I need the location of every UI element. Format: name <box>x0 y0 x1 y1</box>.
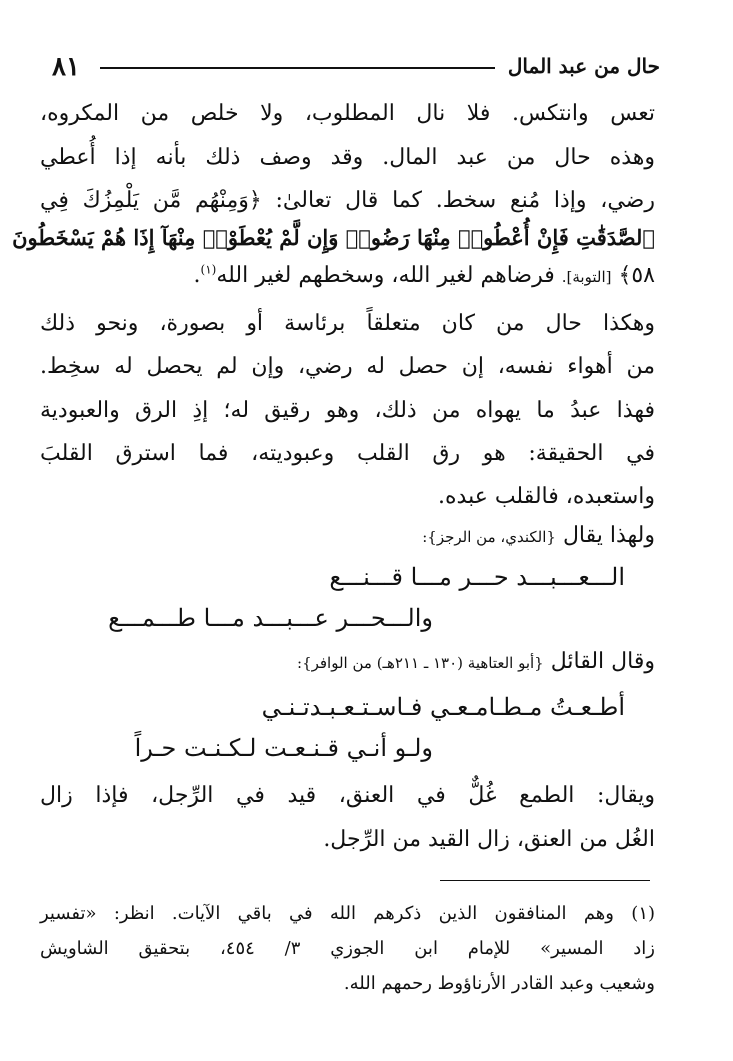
body-text: فرضاهم لغير الله، وسخطهم لغير الله <box>216 263 555 288</box>
poem-verse: الـــعـــبـــد حـــر مـــا قـــنـــع <box>329 563 625 591</box>
poem-verse: والـــحـــر عـــبـــد مـــا طـــمـــع <box>108 604 433 632</box>
body-line: من أهواء نفسه، إن حصل له رضي، وإن لم يحصل له سخِط. <box>40 354 655 379</box>
body-line: واستعبده، فالقلب عبده. <box>438 484 655 509</box>
body-line: وهكذا حال من كان متعلقاً برئاسة أو بصورة، ونحو ذلك <box>40 311 655 336</box>
poem-intro-text: وقال القائل <box>550 649 655 674</box>
body-line: في الحقيقة: هو رق القلب وعبوديته، فما استرق القلبَ <box>40 441 655 466</box>
body-line: ٥٨﴾ [التوبة]. فرضاهم لغير الله، وسخطهم لغير الله$^{(١)}$. <box>193 262 655 288</box>
page-header <box>52 50 660 86</box>
poem-intro-text: ولهذا يقال <box>562 523 655 548</box>
poem-verse: ولـو أنـي قـنـعـت لـكـنـت حـراً <box>134 734 433 762</box>
footnote-line: زاد المسير» للإمام ابن الجوزي ٣/ ٤٥٤، بتحقيق الشاويش <box>40 938 655 959</box>
footnote-marker: (١) <box>200 262 217 277</box>
page-number: ٨١ <box>52 52 80 82</box>
body-line: تعس وانتكس. فلا نال المطلوب، ولا خلص من المكروه، <box>40 101 655 126</box>
header-rule <box>100 67 495 69</box>
running-title: حال من عبد المال <box>507 54 660 78</box>
footnote-line: (١) وهم المنافقون الذين ذكرهم الله في باقي الآيات. انظر: «تفسير <box>40 903 656 924</box>
poem-intro <box>422 522 655 550</box>
footnote-separator <box>440 880 650 881</box>
poem-verse: أطـعـتُ مـطـامـعـي فـاسـتـعـبـدتـنـي <box>261 693 625 721</box>
poem-attribution: {الكندي، من الرجز}: <box>422 528 556 546</box>
body-line: رضي، وإذا مُنع سخط. كما قال تعالىٰ: ﴿وَمِنْهُم مَّن يَلْمِزُكَ فِي <box>40 188 655 213</box>
body-line: الغُل من العنق، زال القيد من الرِّجل. <box>323 827 655 852</box>
surah-reference: [التوبة]. <box>561 268 612 286</box>
body-line: ويقال: الطمع غُلٌّ في العنق، قيد في الرِّجل، فإذا زال <box>40 783 655 808</box>
quran-verse-line: ٱلصَّدَقَٰتِ فَإِنْ أُعْطُوا۟ مِنْهَا رَضُوا۟ وَإِن لَّمْ يُعْطَوْا۟ مِنْهَآ إِذَا هُمْ يَسْخَطُونَ <box>12 225 655 250</box>
body-line: فهذا عبدُ ما يهواه من ذلك، وهو رقيق له؛ إذِ الرق والعبودية <box>40 398 655 423</box>
footnote-line: وشعيب وعبد القادر الأرناؤوط رحمهم الله. <box>343 973 655 994</box>
poem-intro <box>297 648 655 676</box>
poem-attribution: {أبو العتاهية (١٣٠ ـ ٢١١هـ) من الوافر}: <box>297 654 544 672</box>
ayah-number: ٥٨﴾ <box>618 263 655 288</box>
body-line: وهذه حال من عبد المال. وقد وصف ذلك بأنه إذا أُعطي <box>40 145 655 170</box>
